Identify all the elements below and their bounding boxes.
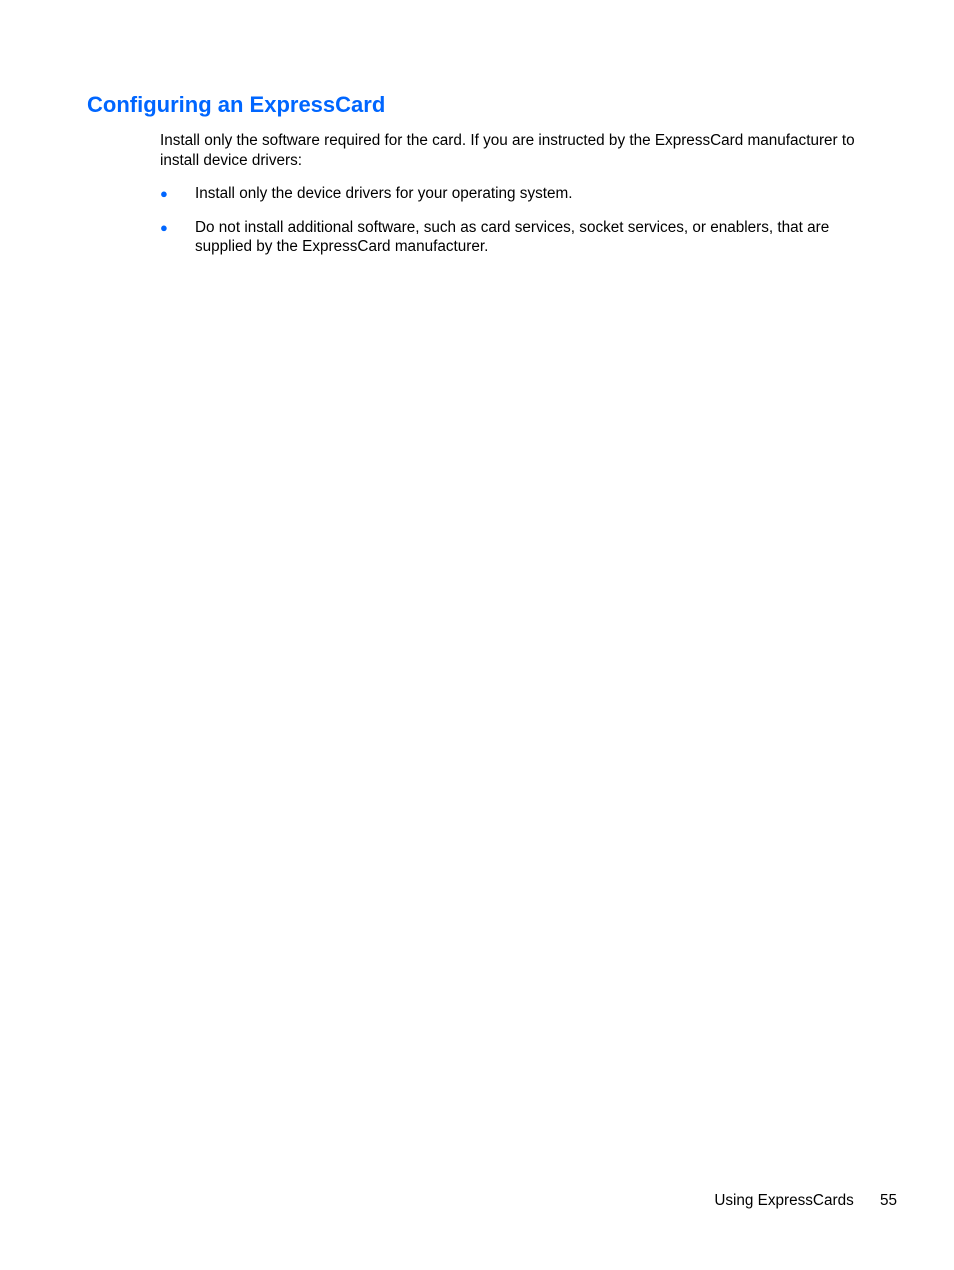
intro-paragraph: Install only the software required for the card. If you are instructed by the ExpressCard manufacturer to install device drivers: (160, 132, 855, 169)
bullet-icon: ● (160, 219, 168, 235)
page-title: Configuring an ExpressCard (87, 92, 386, 117)
bullet-icon: ● (160, 186, 168, 201)
list-item (160, 218, 880, 257)
page-number: 55 (879, 1192, 897, 1209)
list-item (160, 184, 880, 204)
page-footer (714, 1191, 897, 1211)
bullet-list (160, 184, 880, 271)
list-item-text: Do not install additional software, such as card services, socket services, or enablers, that are supplied by the ExpressCard manufacturer. (195, 218, 830, 255)
list-item-text: Install only the device drivers for your operating system. (195, 185, 573, 202)
footer-section-title: Using ExpressCards (714, 1192, 854, 1209)
